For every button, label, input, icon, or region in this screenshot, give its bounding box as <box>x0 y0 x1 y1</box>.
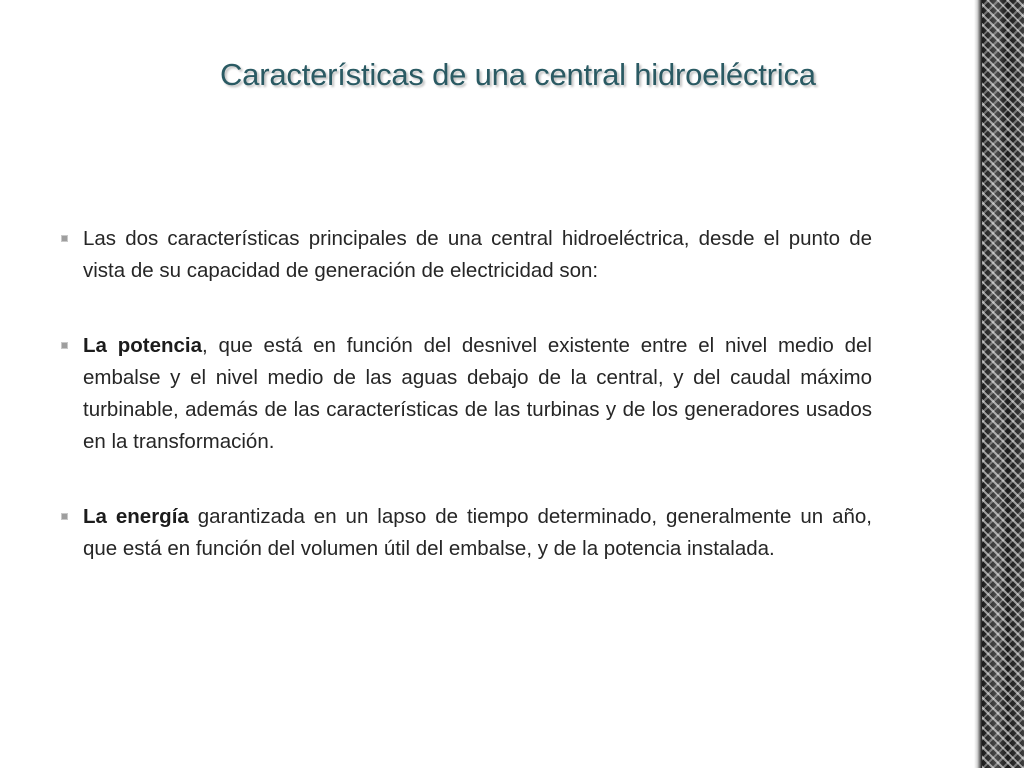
bullet-text <box>83 334 872 453</box>
bullet-text <box>83 505 872 560</box>
square-bullet-icon <box>61 342 68 349</box>
bullet-item-potencia <box>58 330 872 458</box>
decorative-side-frame <box>982 0 1024 768</box>
slide-title: Características de una central hidroeléctrica <box>220 57 816 92</box>
frame-edge-shadow <box>974 0 982 768</box>
square-bullet-icon <box>61 513 68 520</box>
bullet-lead: La potencia <box>83 334 203 357</box>
bullet-body: , que está en función del desnivel existente entre el nivel medio del embalse y el nivel medio de las aguas debajo de la central, y del caudal máximo turbinable, además de las características de las turbinas y de los generadores usados en la transformación. <box>83 334 872 453</box>
square-bullet-icon <box>61 235 68 242</box>
bullet-lead: La energía <box>83 505 189 528</box>
bullet-list <box>58 223 872 565</box>
bullet-text: Las dos características principales de una central hidroeléctrica, desde el punto de vista de su capacidad de generación de electricidad son: <box>83 227 872 282</box>
bullet-body: garantizada en un lapso de tiempo determinado, generalmente un año, que está en función del volumen útil del embalse, y de la potencia instalada. <box>83 505 872 560</box>
bullet-item-energia <box>58 501 872 565</box>
bullet-item-intro <box>58 223 872 287</box>
